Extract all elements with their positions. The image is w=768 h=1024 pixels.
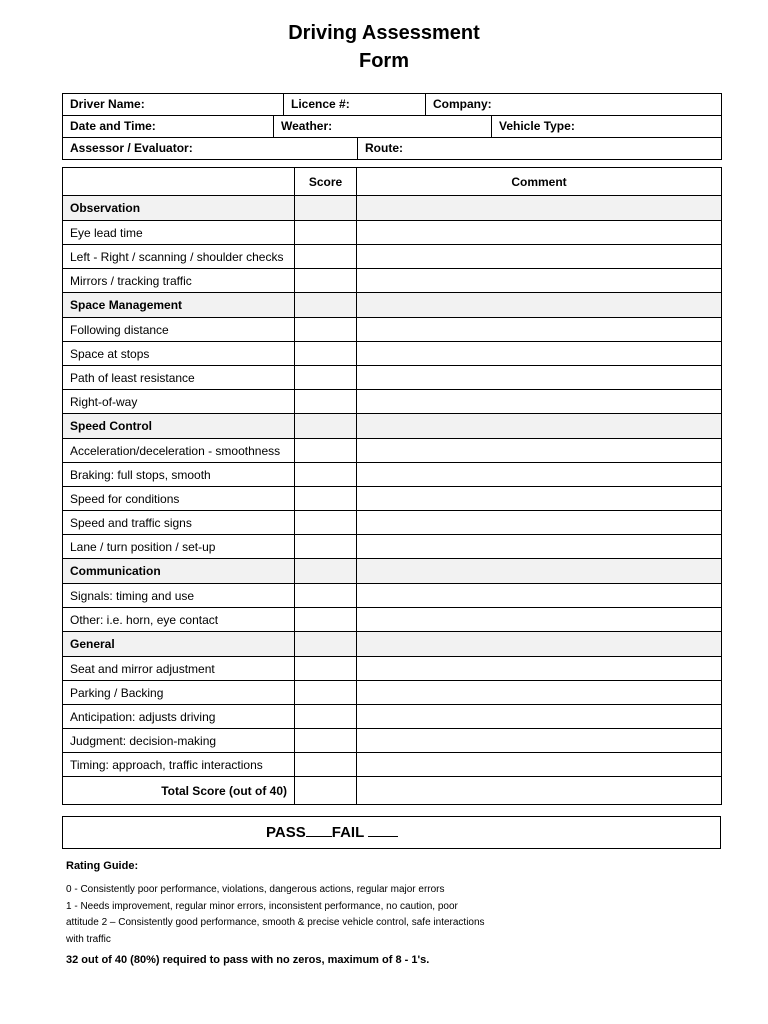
score-cell[interactable] <box>295 390 357 414</box>
rating-guide-line: with traffic <box>66 933 111 945</box>
rating-guide-line: 0 - Consistently poor performance, violations, dangerous actions, regular major errors <box>66 884 445 895</box>
pass-fail-box <box>62 816 721 849</box>
comment-cell <box>357 559 722 584</box>
comment-cell[interactable] <box>357 729 722 753</box>
date-time-field[interactable]: Date and Time: <box>70 119 156 133</box>
route-field[interactable]: Route: <box>357 138 721 159</box>
score-cell[interactable] <box>295 584 357 608</box>
criterion-label: Following distance <box>63 318 295 342</box>
table-header-row <box>63 168 722 196</box>
criterion-row <box>63 318 722 342</box>
score-cell[interactable] <box>295 318 357 342</box>
score-cell[interactable] <box>295 245 357 269</box>
total-score-row <box>63 777 722 805</box>
criterion-label: Speed for conditions <box>63 487 295 511</box>
criterion-label: Space at stops <box>63 342 295 366</box>
section-header-row <box>63 196 722 221</box>
criterion-label: Timing: approach, traffic interactions <box>63 753 295 777</box>
rating-guide-line: attitude 2 – Consistently good performance, smooth & precise vehicle control, safe interactions <box>66 917 485 928</box>
comment-cell[interactable] <box>357 269 722 293</box>
score-cell <box>295 293 357 318</box>
score-cell[interactable] <box>295 463 357 487</box>
pass-requirement-text: 32 out of 40 (80%) required to pass with no zeros, maximum of 8 - 1's. <box>66 954 430 966</box>
criterion-row <box>63 608 722 632</box>
score-cell[interactable] <box>295 366 357 390</box>
score-cell[interactable] <box>295 511 357 535</box>
section-label: Observation <box>63 196 295 221</box>
score-cell[interactable] <box>295 342 357 366</box>
criterion-row <box>63 245 722 269</box>
score-cell[interactable] <box>295 221 357 245</box>
info-row-1 <box>63 94 721 116</box>
section-header-row <box>63 632 722 657</box>
comment-cell[interactable] <box>357 221 722 245</box>
criterion-row <box>63 681 722 705</box>
form-title-line1: Driving Assessment <box>288 22 480 44</box>
criterion-label: Judgment: decision-making <box>63 729 295 753</box>
comment-cell[interactable] <box>357 439 722 463</box>
criterion-row <box>63 439 722 463</box>
pass-blank[interactable] <box>306 819 332 837</box>
comment-cell[interactable] <box>357 390 722 414</box>
header-score-cell: Score <box>295 168 357 196</box>
comment-cell <box>357 414 722 439</box>
licence-field[interactable]: Licence #: <box>283 94 425 115</box>
score-cell[interactable] <box>295 705 357 729</box>
fail-blank[interactable] <box>368 819 398 837</box>
comment-cell[interactable] <box>357 342 722 366</box>
comment-cell <box>357 293 722 318</box>
criterion-row <box>63 584 722 608</box>
criterion-label: Eye lead time <box>63 221 295 245</box>
weather-field[interactable]: Weather: <box>273 116 491 137</box>
criterion-row <box>63 511 722 535</box>
section-label: Space Management <box>63 293 295 318</box>
score-cell[interactable] <box>295 535 357 559</box>
info-row-2 <box>63 116 721 138</box>
header-item-cell <box>63 168 295 196</box>
fail-label: FAIL <box>331 824 365 841</box>
criterion-label: Parking / Backing <box>63 681 295 705</box>
comment-cell[interactable] <box>357 681 722 705</box>
criterion-row <box>63 366 722 390</box>
score-cell <box>295 559 357 584</box>
criterion-row <box>63 753 722 777</box>
criterion-label: Mirrors / tracking traffic <box>63 269 295 293</box>
comment-cell[interactable] <box>357 753 722 777</box>
criterion-row <box>63 463 722 487</box>
score-cell[interactable] <box>295 487 357 511</box>
criterion-row <box>63 390 722 414</box>
criterion-row <box>63 705 722 729</box>
vehicle-type-field[interactable]: Vehicle Type: <box>491 116 721 137</box>
score-cell[interactable] <box>295 657 357 681</box>
criterion-row <box>63 342 722 366</box>
comment-cell[interactable] <box>357 245 722 269</box>
criterion-label: Signals: timing and use <box>63 584 295 608</box>
score-cell[interactable] <box>295 681 357 705</box>
comment-cell[interactable] <box>357 535 722 559</box>
assessor-field[interactable]: Assessor / Evaluator: <box>70 141 193 155</box>
comment-cell[interactable] <box>357 657 722 681</box>
driver-name-field[interactable]: Driver Name: <box>70 97 145 111</box>
criterion-row <box>63 657 722 681</box>
rating-guide-title: Rating Guide: <box>66 860 139 872</box>
info-row-3 <box>63 138 721 159</box>
section-header-row <box>63 293 722 318</box>
section-label: General <box>63 632 295 657</box>
comment-cell[interactable] <box>357 584 722 608</box>
assessment-table <box>62 167 722 805</box>
section-label: Communication <box>63 559 295 584</box>
criterion-label: Other: i.e. horn, eye contact <box>63 608 295 632</box>
comment-cell[interactable] <box>357 318 722 342</box>
score-cell[interactable] <box>295 269 357 293</box>
criterion-row <box>63 269 722 293</box>
criterion-label: Right-of-way <box>63 390 295 414</box>
criterion-row <box>63 221 722 245</box>
comment-cell <box>357 196 722 221</box>
pass-label: PASS <box>266 824 306 841</box>
comment-cell[interactable] <box>357 608 722 632</box>
rating-guide-line: 1 - Needs improvement, regular minor errors, inconsistent performance, no caution, poor <box>66 900 458 912</box>
criterion-label: Left - Right / scanning / shoulder checks <box>63 245 295 269</box>
criterion-row <box>63 535 722 559</box>
info-header-section <box>62 93 722 160</box>
score-cell[interactable] <box>295 729 357 753</box>
criterion-label: Path of least resistance <box>63 366 295 390</box>
comment-cell <box>357 632 722 657</box>
comment-cell[interactable] <box>357 487 722 511</box>
total-comment-cell[interactable] <box>357 777 722 805</box>
score-cell[interactable] <box>295 608 357 632</box>
comment-cell[interactable] <box>357 705 722 729</box>
score-cell <box>295 632 357 657</box>
section-label: Speed Control <box>63 414 295 439</box>
score-cell <box>295 196 357 221</box>
section-header-row <box>63 414 722 439</box>
criterion-label: Anticipation: adjusts driving <box>63 705 295 729</box>
criterion-label: Seat and mirror adjustment <box>63 657 295 681</box>
criterion-row <box>63 729 722 753</box>
score-cell[interactable] <box>295 753 357 777</box>
criterion-label: Lane / turn position / set-up <box>63 535 295 559</box>
criterion-row <box>63 487 722 511</box>
score-cell <box>295 414 357 439</box>
comment-cell[interactable] <box>357 511 722 535</box>
comment-cell[interactable] <box>357 463 722 487</box>
criterion-label: Acceleration/deceleration - smoothness <box>63 439 295 463</box>
section-header-row <box>63 559 722 584</box>
total-score-label: Total Score (out of 40) <box>63 777 295 805</box>
company-field[interactable]: Company: <box>425 94 721 115</box>
comment-cell[interactable] <box>357 366 722 390</box>
header-comment-cell: Comment <box>357 168 722 196</box>
score-cell[interactable] <box>295 439 357 463</box>
total-score-cell[interactable] <box>295 777 357 805</box>
criterion-label: Speed and traffic signs <box>63 511 295 535</box>
criterion-label: Braking: full stops, smooth <box>63 463 295 487</box>
rating-guide-text <box>66 882 536 948</box>
form-title-line2: Form <box>359 50 409 72</box>
